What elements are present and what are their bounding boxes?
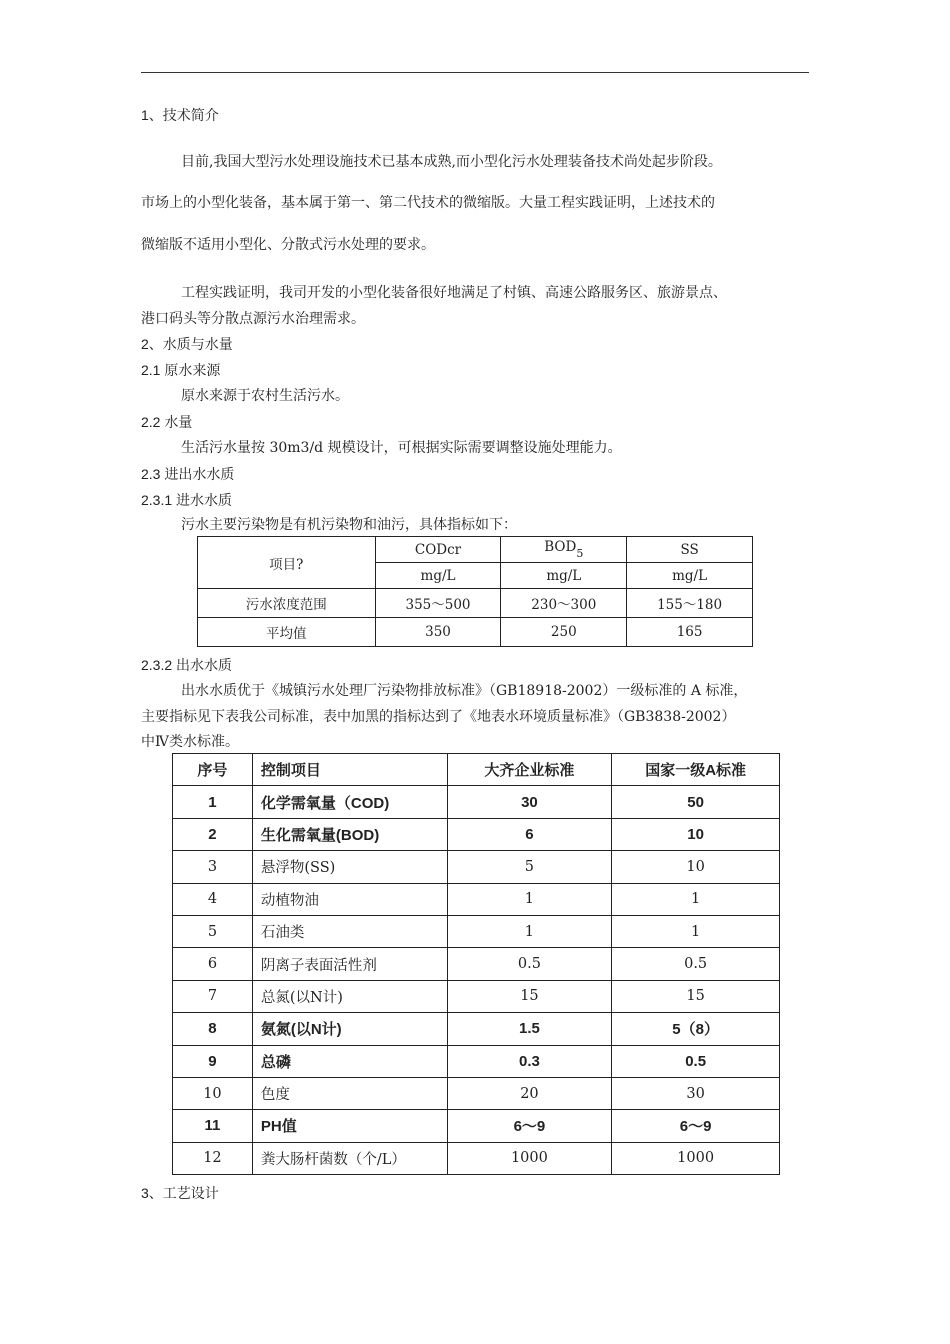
influent-quality-table bbox=[197, 536, 753, 647]
table2-company-value: 0.5 bbox=[447, 948, 612, 980]
table2-national-value: 1 bbox=[612, 883, 780, 915]
table2-national-value: 15 bbox=[612, 980, 780, 1012]
table2-header-company: 大齐企业标准 bbox=[447, 754, 612, 786]
table2-no: 1 bbox=[173, 786, 253, 818]
table2-no: 2 bbox=[173, 818, 253, 850]
table1-item-header: 项目? bbox=[198, 537, 376, 589]
table2-national-value: 10 bbox=[612, 818, 780, 850]
table1-cell: 350 bbox=[375, 618, 501, 647]
table1-col-bod5-base: BOD bbox=[544, 539, 577, 555]
table2-item: 生化需氧量(BOD) bbox=[252, 818, 447, 850]
table2-item: PH值 bbox=[252, 1110, 447, 1142]
table2-no: 5 bbox=[173, 915, 253, 947]
section-2-1-heading: 2.1 原水来源 bbox=[141, 362, 221, 378]
table-row bbox=[198, 618, 753, 647]
table2-item: 总磷 bbox=[252, 1045, 447, 1077]
paragraph-2-line-1: 工程实践证明，我司开发的小型化装备很好地满足了村镇、高速公路服务区、旅游景点、 bbox=[181, 285, 727, 301]
section-2-2-text: 生活污水量按 30m3/d 规模设计，可根据实际需要调整设施处理能力。 bbox=[181, 440, 622, 456]
section-2-1-text: 原水来源于农村生活污水。 bbox=[181, 388, 349, 404]
paragraph-2-line-2: 港口码头等分散点源污水治理需求。 bbox=[141, 311, 365, 327]
table-row bbox=[198, 589, 753, 618]
table2-national-value: 0.5 bbox=[612, 1045, 780, 1077]
table2-company-value: 1 bbox=[447, 915, 612, 947]
table-row bbox=[173, 1013, 780, 1045]
table2-company-value: 6～9 bbox=[447, 1110, 612, 1142]
section-2-3-1-heading: 2.3.1 进水水质 bbox=[141, 492, 233, 508]
table2-item: 总氮(以N计) bbox=[252, 980, 447, 1012]
table1-cell: 355～500 bbox=[375, 589, 501, 618]
table2-item: 氨氮(以N计) bbox=[252, 1013, 447, 1045]
table2-no: 3 bbox=[173, 851, 253, 883]
table2-national-value: 6～9 bbox=[612, 1110, 780, 1142]
section-2-3-heading: 2.3 进出水水质 bbox=[141, 466, 235, 482]
table2-no: 6 bbox=[173, 948, 253, 980]
table-row bbox=[173, 1142, 780, 1174]
table2-company-value: 1.5 bbox=[447, 1013, 612, 1045]
table1-col-ss: SS bbox=[627, 537, 753, 563]
table2-company-value: 5 bbox=[447, 851, 612, 883]
table-row bbox=[173, 915, 780, 947]
table2-item: 动植物油 bbox=[252, 883, 447, 915]
table1-cell: 165 bbox=[627, 618, 753, 647]
table2-company-value: 20 bbox=[447, 1077, 612, 1109]
table1-col-bod5 bbox=[501, 537, 627, 563]
table1-col-bod5-sub: 5 bbox=[576, 547, 584, 560]
table2-header-row bbox=[173, 754, 780, 786]
table2-company-value: 6 bbox=[447, 818, 612, 850]
table1-col-codcr: CODcr bbox=[375, 537, 501, 563]
table2-national-value: 1000 bbox=[612, 1142, 780, 1174]
table2-header-no: 序号 bbox=[173, 754, 253, 786]
table1-cell: 155～180 bbox=[627, 589, 753, 618]
table-row bbox=[173, 980, 780, 1012]
section-3-heading: 3、工艺设计 bbox=[141, 1185, 219, 1201]
table2-item: 化学需氧量（COD) bbox=[252, 786, 447, 818]
table2-header-item: 控制项目 bbox=[252, 754, 447, 786]
table1-cell: 230～300 bbox=[501, 589, 627, 618]
section-2-3-2-line-1: 出水水质优于《城镇污水处理厂污染物排放标准》（GB18918-2002）一级标准的 A 标准， bbox=[181, 683, 748, 699]
table1-row-label: 平均值 bbox=[198, 618, 376, 647]
table2-national-value: 5（8） bbox=[612, 1013, 780, 1045]
table2-item: 粪大肠杆菌数（个/L） bbox=[252, 1142, 447, 1174]
table2-company-value: 30 bbox=[447, 786, 612, 818]
table2-no: 7 bbox=[173, 980, 253, 1012]
table-row bbox=[173, 818, 780, 850]
table2-national-value: 0.5 bbox=[612, 948, 780, 980]
table2-item: 阴离子表面活性剂 bbox=[252, 948, 447, 980]
table-row bbox=[173, 1045, 780, 1077]
table2-no: 9 bbox=[173, 1045, 253, 1077]
table-row bbox=[173, 851, 780, 883]
table1-unit: mg/L bbox=[375, 563, 501, 589]
table2-national-value: 1 bbox=[612, 915, 780, 947]
table2-national-value: 10 bbox=[612, 851, 780, 883]
table-row bbox=[173, 786, 780, 818]
section-1-heading: 1、技术简介 bbox=[141, 107, 219, 123]
table2-no: 8 bbox=[173, 1013, 253, 1045]
section-2-3-2-line-3: 中Ⅳ类水标准。 bbox=[141, 734, 239, 750]
table2-company-value: 1 bbox=[447, 883, 612, 915]
table2-company-value: 15 bbox=[447, 980, 612, 1012]
table2-no: 12 bbox=[173, 1142, 253, 1174]
table2-company-value: 0.3 bbox=[447, 1045, 612, 1077]
effluent-standard-table bbox=[172, 753, 780, 1175]
paragraph-1-line-2: 市场上的小型化装备，基本属于第一、第二代技术的微缩版。大量工程实践证明，上述技术的 bbox=[141, 195, 715, 211]
table1-unit: mg/L bbox=[627, 563, 753, 589]
header-rule bbox=[141, 72, 809, 73]
table1-row-label: 污水浓度范围 bbox=[198, 589, 376, 618]
section-2-2-heading: 2.2 水量 bbox=[141, 414, 193, 430]
table2-company-value: 1000 bbox=[447, 1142, 612, 1174]
table2-no: 10 bbox=[173, 1077, 253, 1109]
table-row bbox=[173, 1077, 780, 1109]
table1-unit: mg/L bbox=[501, 563, 627, 589]
table-row bbox=[173, 883, 780, 915]
section-2-3-2-line-2: 主要指标见下表我公司标准，表中加黑的指标达到了《地表水环境质量标准》（GB3838-2002） bbox=[141, 709, 736, 725]
table1-cell: 250 bbox=[501, 618, 627, 647]
paragraph-1-line-1: 目前,我国大型污水处理设施技术已基本成熟,而小型化污水处理装备技术尚处起步阶段。 bbox=[181, 154, 722, 170]
table-row bbox=[173, 948, 780, 980]
table-row bbox=[173, 1110, 780, 1142]
table2-item: 石油类 bbox=[252, 915, 447, 947]
table2-no: 11 bbox=[173, 1110, 253, 1142]
table2-no: 4 bbox=[173, 883, 253, 915]
paragraph-1-line-3: 微缩版不适用小型化、分散式污水处理的要求。 bbox=[141, 237, 435, 253]
section-2-3-2-heading: 2.3.2 出水水质 bbox=[141, 657, 233, 673]
table2-item: 色度 bbox=[252, 1077, 447, 1109]
table2-header-national: 国家一级A标准 bbox=[612, 754, 780, 786]
section-2-3-1-text: 污水主要污染物是有机污染物和油污，具体指标如下： bbox=[181, 517, 517, 533]
table2-national-value: 50 bbox=[612, 786, 780, 818]
section-2-heading: 2、水质与水量 bbox=[141, 336, 233, 352]
table2-item: 悬浮物(SS) bbox=[252, 851, 447, 883]
table2-national-value: 30 bbox=[612, 1077, 780, 1109]
